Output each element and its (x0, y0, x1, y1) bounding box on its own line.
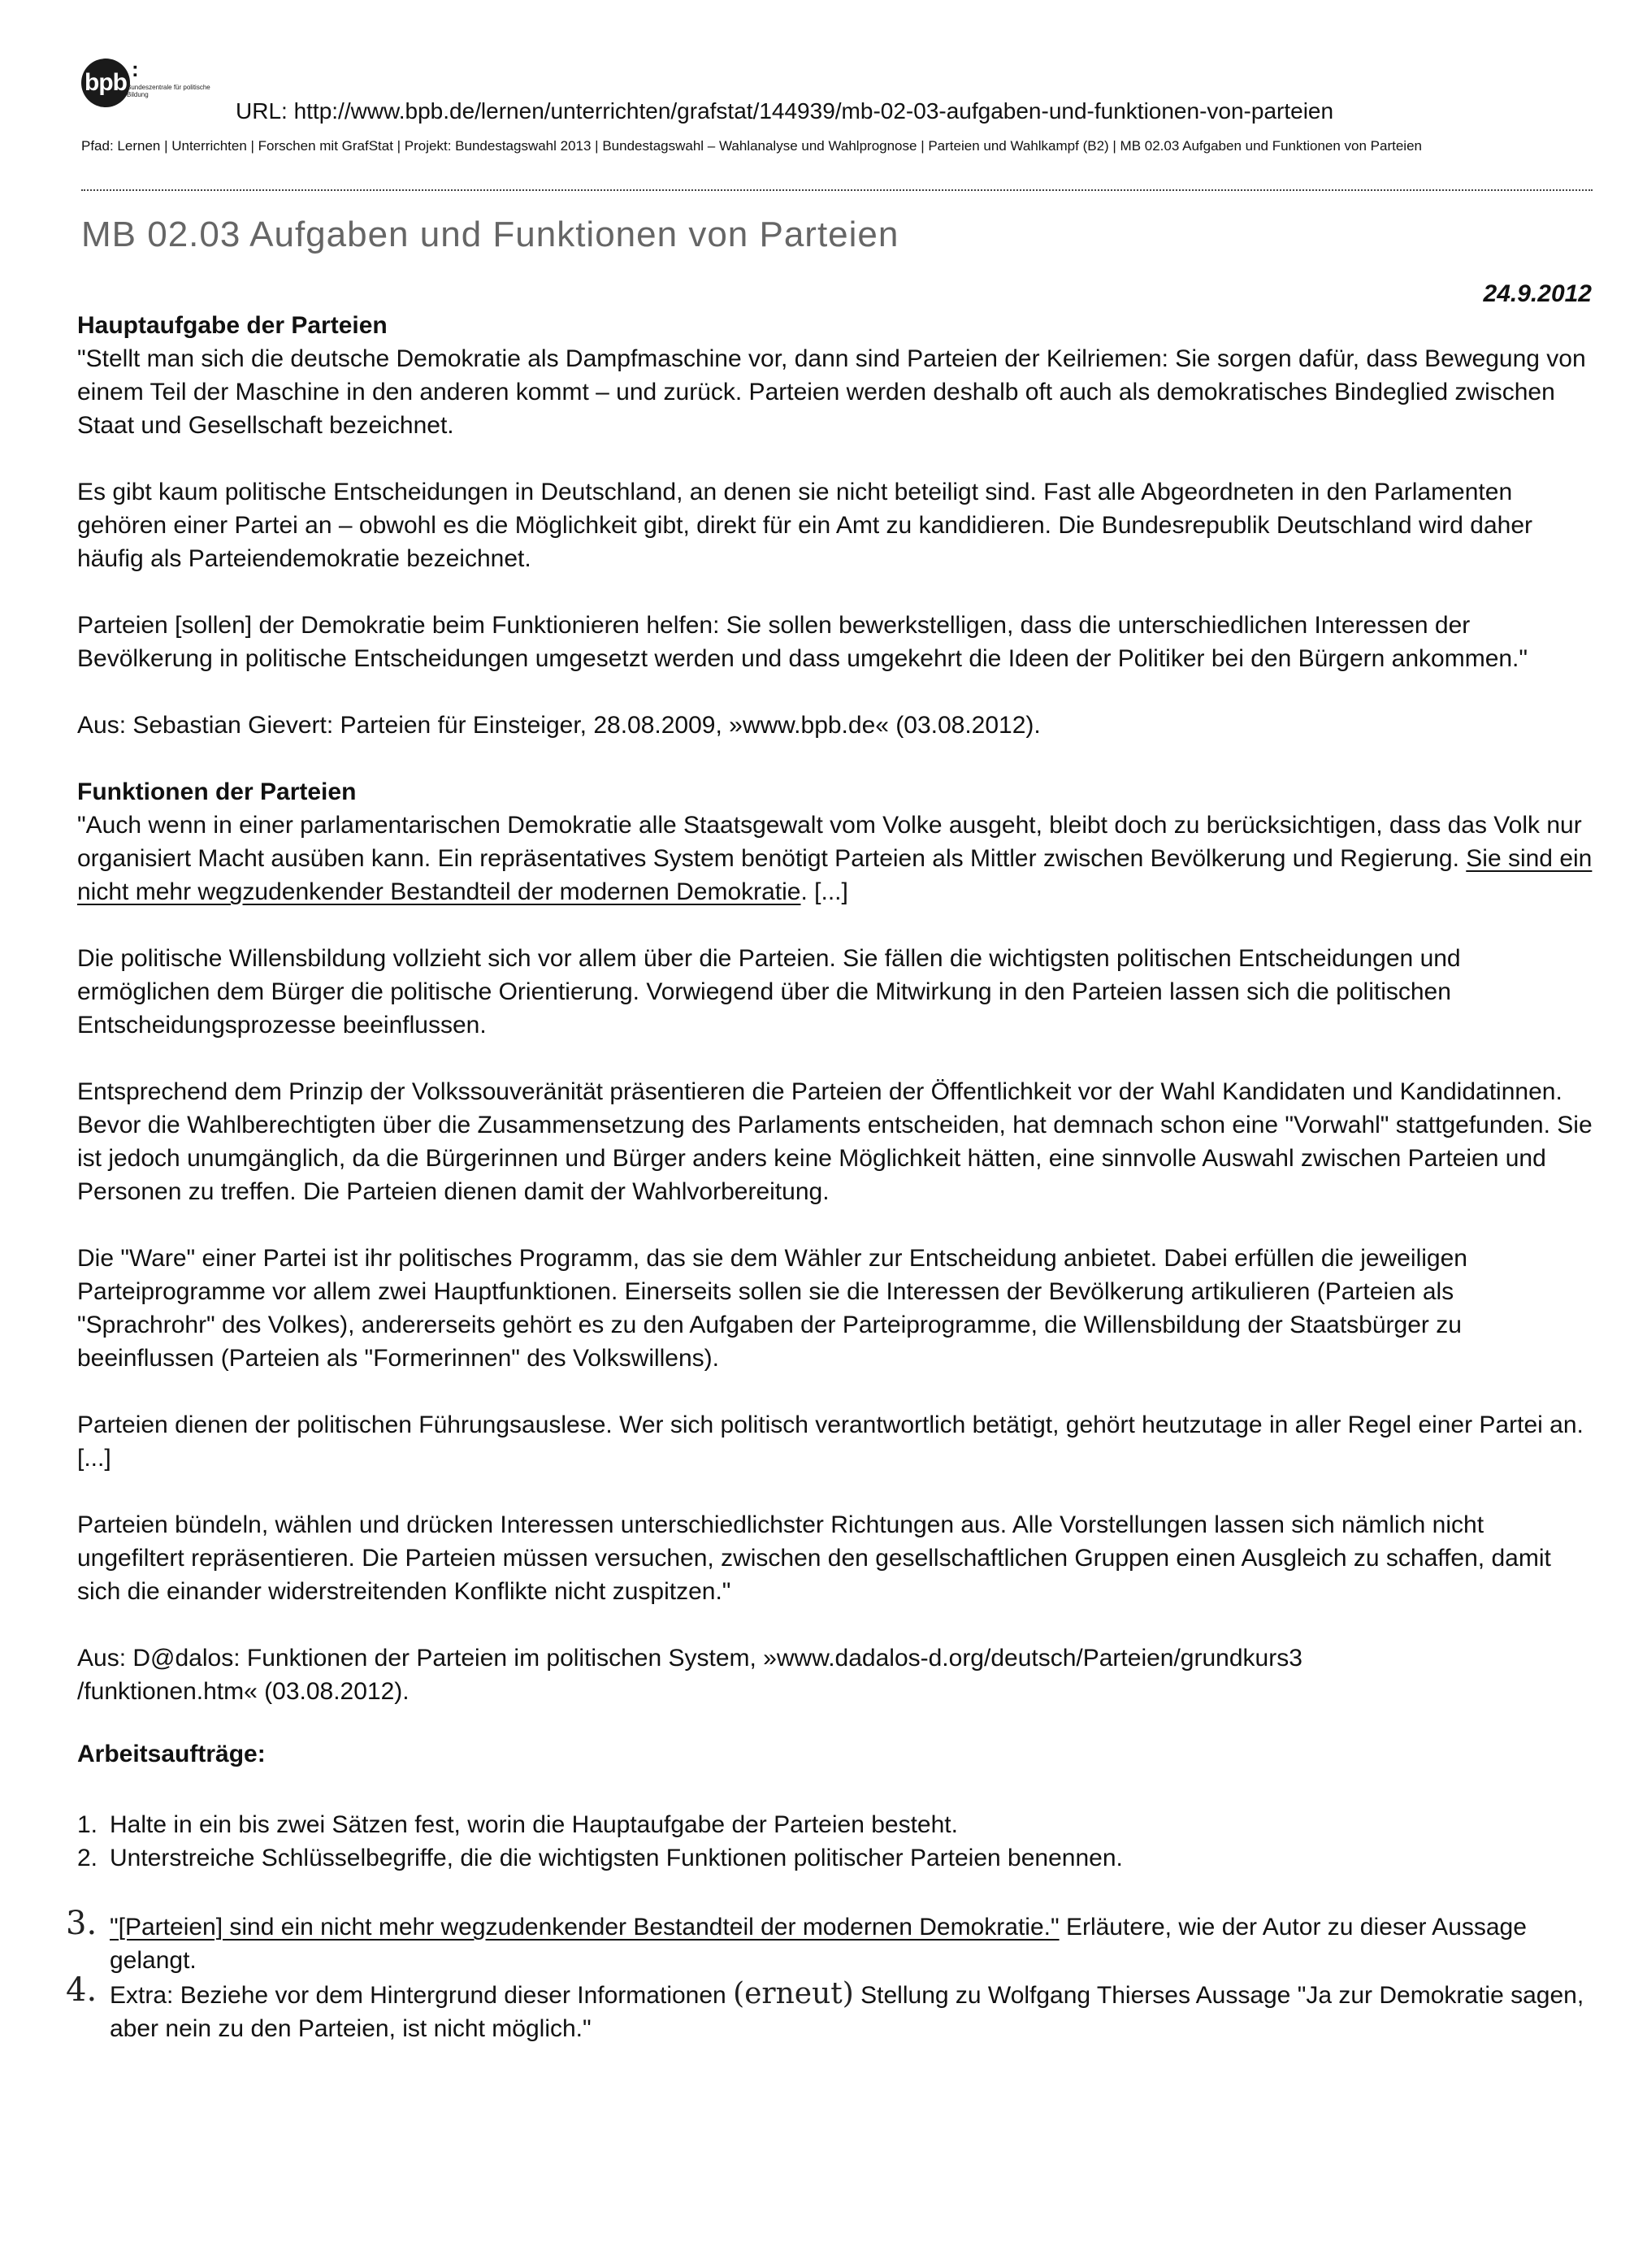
bpb-logo (81, 59, 130, 107)
task-item (77, 1841, 1593, 1875)
handwritten-insert: (erneut) (733, 1977, 854, 2010)
task-number: 2. (77, 1845, 98, 1871)
paragraph: Die politische Willensbildung vollzieht sich vor allem über die Parteien. Sie fällen die wichtigsten politischen Entscheidungen und ermöglichen dem Bürger die politische Orientierung. Vorwiegend über die Mitwirkung in den Parteien lassen sich die politischen Entscheidungsprozesse beeinflussen. (77, 945, 1461, 1039)
document-date: 24.9.2012 (1483, 280, 1592, 307)
citation-line-2: /funktionen.htm« (03.08.2012). (77, 1678, 410, 1705)
text-run: . [...] (800, 878, 848, 905)
text-run: "Auch wenn in einer parlamentarischen Demokratie alle Staatsgewalt vom Volke ausgeht, bleibt doch zu berücksichtigen, dass das Volk nur organisiert Macht ausüben kann. Ein repräsentatives System benötigt Parteien als Mittler zwischen Bevölkerung und Regierung. (77, 812, 1582, 872)
paragraph: Parteien dienen der politischen Führungsauslese. Wer sich politisch verantwortlich betätigt, gehört heutzutage in aller Regel einer Partei an. [...] (77, 1412, 1584, 1472)
task-item (77, 1808, 1593, 1841)
source-citation (77, 1641, 1593, 1708)
section-heading-hauptaufgabe: Hauptaufgabe der Parteien (77, 312, 388, 339)
paragraph: Parteien bündeln, wählen und drücken Interessen unterschiedlichster Richtungen aus. Alle Vorstellungen lassen sich nämlich nicht ungefiltert repräsentieren. Die Parteien müssen versuchen, zwischen den gesellschaftlichen Gruppen einen Ausgleich zu schaffen, damit sich die einander widerstreitenden Konflikte nicht zuspitzen." (77, 1511, 1551, 1605)
logo-text: bpb (85, 69, 127, 96)
logo-subtext: Bundeszentrale für politische Bildung (127, 84, 210, 98)
paragraph: Es gibt kaum politische Entscheidungen in Deutschland, an denen sie nicht beteiligt sind. Fast alle Abgeordneten in den Parlamenten gehören einer Partei an – obwohl es die Möglichkeit gibt, direkt für ein Amt zu kandidieren. Die Bundesrepublik Deutschland wird daher häufig als Parteiendemokratie bezeichnet. (77, 479, 1533, 572)
paragraph: Die "Ware" einer Partei ist ihr politisches Programm, das sie dem Wähler zur Entscheidung anbietet. Dabei erfüllen die jeweiligen Parteiprogramme vor allem zwei Hauptfunktionen. Einerseits sollen sie die Interessen der Bevölkerung artikulieren (Parteien als "Sprachrohr" des Volkes), andererseits gehört es zu den Aufgaben der Parteiprogramme, die Willensbildung der Staatsbürger zu beeinflussen (Parteien als "Formerinnen" des Volkswillens). (77, 1245, 1467, 1372)
paragraph: Entsprechend dem Prinzip der Volkssouveränität präsentieren die Parteien der Öffentlichkeit vor der Wahl Kandidaten und Kandidatinnen. Bevor die Wahlberechtigten über die Zusammensetzung des Parlaments entscheiden, hat demnach schon eine "Vorwahl" stattgefunden. Sie ist jedoch unumgänglich, da die Bürgerinnen und Bürger anders keine Möglichkeit hätten, eine sinnvolle Auswahl zwischen Parteien und Personen zu treffen. Die Parteien dienen damit der Wahlvorbereitung. (77, 1078, 1593, 1205)
logo-colon: : (132, 57, 139, 81)
task-number: 1. (77, 1811, 98, 1838)
paragraph: "Stellt man sich die deutsche Demokratie als Dampfmaschine vor, dann sind Parteien der Keilriemen: Sie sorgen dafür, dass Bewegung von einem Teil der Maschine in den anderen kommt – und zurück. Parteien werden deshalb oft auch als demokratisches Bindeglied zwischen Staat und Gesellschaft bezeichnet. (77, 345, 1586, 439)
task-item (66, 1971, 1593, 2045)
source-citation: Aus: Sebastian Gievert: Parteien für Einsteiger, 28.08.2009, »www.bpb.de« (03.08.2012). (77, 712, 1041, 739)
task-text: Erläutere, wie der Autor zu dieser Aussage gelangt. (110, 1914, 1527, 1974)
source-url: URL: http://www.bpb.de/lernen/unterrichten/grafstat/144939/mb-02-03-aufgaben-und-funktionen-von-parteien (236, 98, 1334, 124)
page-title: MB 02.03 Aufgaben und Funktionen von Parteien (81, 215, 899, 254)
task-number-handwritten: 4. (66, 1971, 98, 2009)
task-text: Extra: Beziehe vor dem Hintergrund dieser Informationen (110, 1982, 734, 2009)
paragraph: Parteien [sollen] der Demokratie beim Funktionieren helfen: Sie sollen bewerkstelligen, dass die unterschiedlichen Interessen der Bevölkerung in politische Entscheidungen umgesetzt werden und dass umgekehrt die Ideen der Politiker bei den Bürgern ankommen." (77, 612, 1528, 672)
task-text: Stellung zu Wolfgang Thierses Aussage "Ja zur Demokratie sagen, aber nein zu den Parteien, ist nicht möglich." (110, 1982, 1584, 2042)
task-text: Unterstreiche Schlüsselbegriffe, die die wichtigsten Funktionen politischer Parteien benennen. (110, 1845, 1123, 1871)
task-text: Halte in ein bis zwei Sätzen fest, worin die Hauptaufgabe der Parteien besteht. (110, 1811, 958, 1838)
task-item (66, 1905, 1593, 1977)
task-number-handwritten: 3. (66, 1905, 98, 1942)
paragraph (77, 809, 1593, 909)
section-heading-funktionen: Funktionen der Parteien (77, 778, 357, 805)
breadcrumb-path: Pfad: Lernen | Unterrichten | Forschen mit GrafStat | Projekt: Bundestagswahl 2013 | Bundestagswahl – Wahlanalyse und Wahlprognose | Parteien und Wahlkampf (B2) | MB 02.03 Aufgaben und Funktionen von Parteien (81, 138, 1422, 154)
task-list (66, 1808, 1593, 2045)
underlined-quote: Sie sind ein nicht mehr wegzudenkender Bestandteil der modernen Demokratie (77, 845, 1593, 905)
main-content (66, 309, 1593, 2045)
citation-line-1: Aus: D@dalos: Funktionen der Parteien im politischen System, »www.dadalos-d.org/deutsch/Parteien/grundkurs3 (77, 1645, 1302, 1672)
header-divider (81, 189, 1593, 191)
tasks-heading: Arbeitsaufträge: (77, 1741, 266, 1767)
task-quote: "[Parteien] sind ein nicht mehr wegzudenkender Bestandteil der modernen Demokratie." (110, 1914, 1060, 1941)
